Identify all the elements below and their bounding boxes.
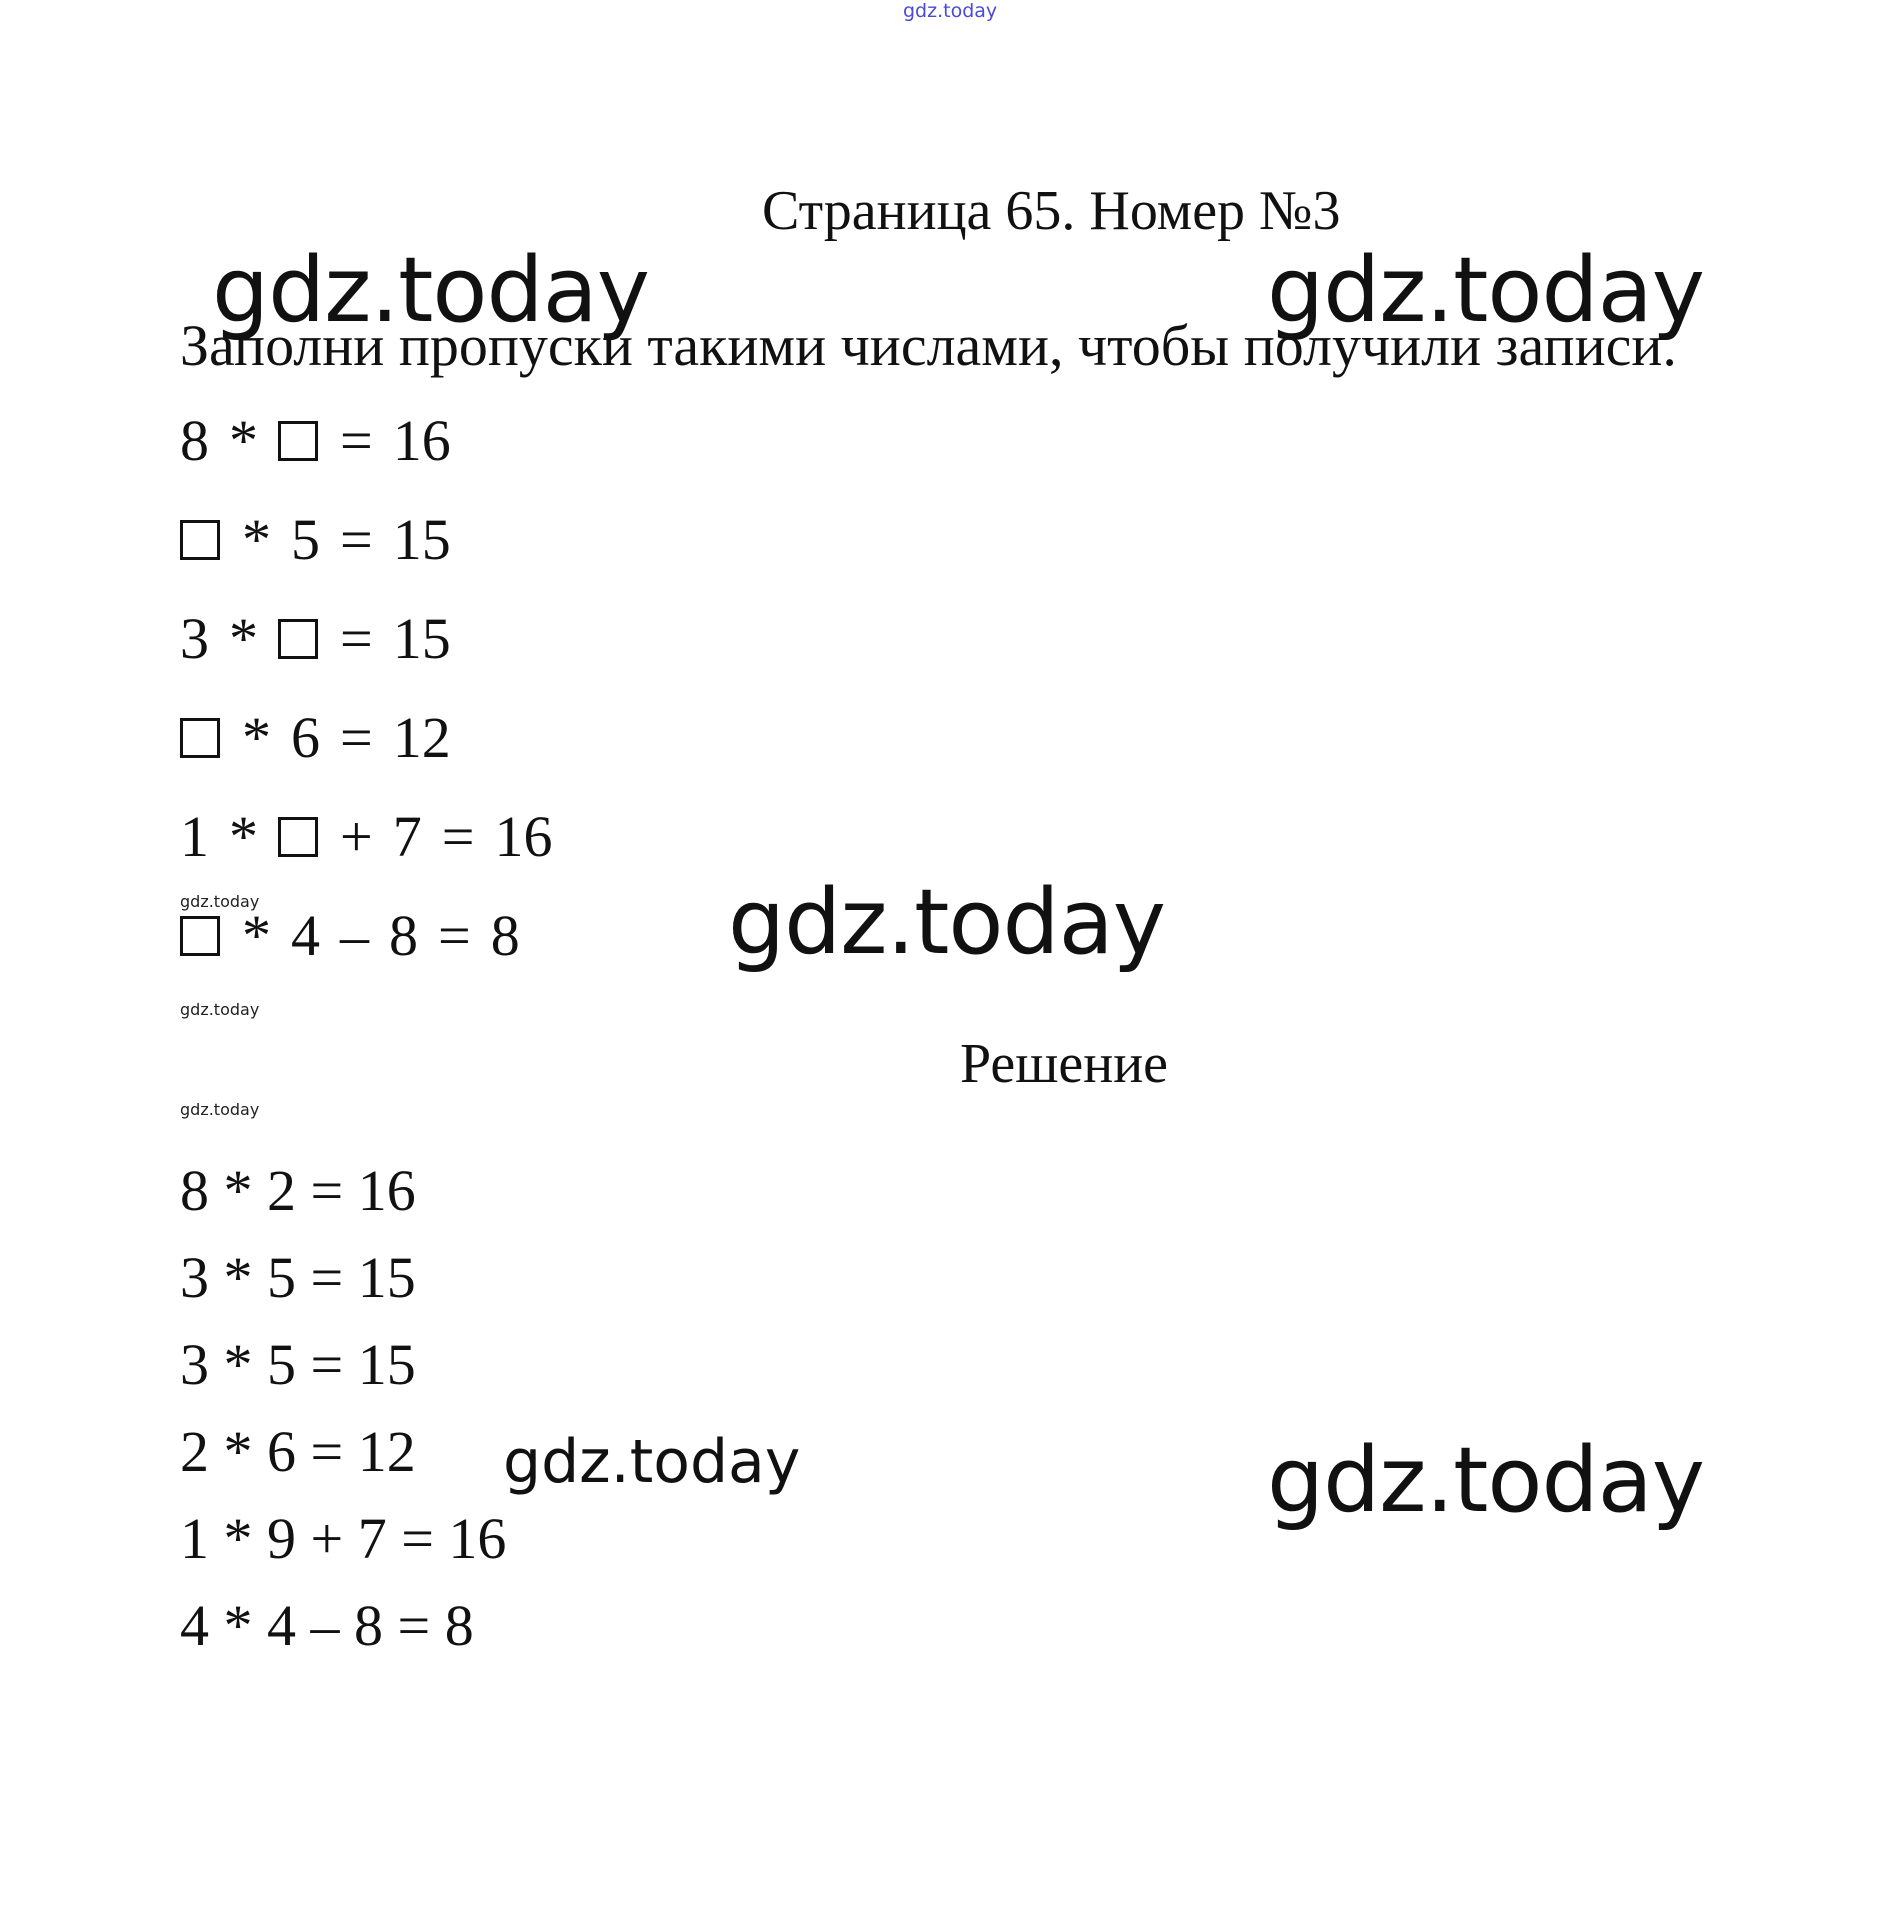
task-text: Заполни пропуски такими числами, чтобы получили записи.: [180, 313, 1677, 378]
blank-box: [180, 520, 220, 560]
equation-term: 16: [494, 804, 553, 869]
equation-term: =: [340, 507, 373, 572]
solution-line: 2 * 6 = 12: [180, 1419, 416, 1484]
watermark-top: gdz.today: [903, 0, 998, 22]
solution-line: 8 * 2 = 16: [180, 1158, 416, 1223]
page-title: Страница 65. Номер №3: [762, 180, 1341, 242]
equation-term: 5: [291, 507, 320, 572]
exercise-equation: [180, 705, 451, 770]
exercise-equation: [180, 408, 451, 473]
equation-term: 15: [392, 507, 451, 572]
equation-term: 15: [392, 606, 451, 671]
blank-box: [180, 916, 220, 956]
solution-line: 4 * 4 – 8 = 8: [180, 1593, 474, 1658]
exercise-equation: [180, 804, 553, 869]
equation-term: 4: [291, 903, 320, 968]
watermark-small: gdz.today: [180, 1100, 260, 1119]
equation-term: *: [242, 903, 271, 968]
watermark-large: gdz.today: [728, 870, 1166, 975]
equation-term: *: [229, 804, 258, 869]
solution-line: 3 * 5 = 15: [180, 1332, 416, 1397]
equation-term: +: [340, 804, 373, 869]
equation-term: 8: [180, 408, 209, 473]
equation-term: 12: [392, 705, 451, 770]
equation-term: 3: [180, 606, 209, 671]
solution-heading: Решение: [960, 1033, 1169, 1095]
watermark-large: gdz.today: [212, 238, 650, 343]
equation-term: *: [242, 507, 271, 572]
equation-term: =: [340, 408, 373, 473]
equation-term: *: [242, 705, 271, 770]
equation-term: =: [340, 705, 373, 770]
equation-term: 6: [291, 705, 320, 770]
exercise-equation: [180, 903, 520, 968]
solution-line: 1 * 9 + 7 = 16: [180, 1506, 507, 1571]
watermark-small: gdz.today: [180, 1000, 260, 1019]
equation-term: =: [438, 903, 471, 968]
watermark-small: gdz.today: [180, 892, 260, 911]
blank-box: [278, 619, 318, 659]
equation-term: 1: [180, 804, 209, 869]
exercise-equation: [180, 606, 451, 671]
equation-term: =: [340, 606, 373, 671]
equation-term: *: [229, 606, 258, 671]
equation-term: 7: [392, 804, 422, 869]
equation-term: 8: [490, 903, 520, 968]
blank-box: [278, 817, 318, 857]
equation-term: 8: [389, 903, 418, 968]
watermark-medium: gdz.today: [503, 1427, 801, 1497]
exercise-equation: [180, 507, 451, 572]
equation-term: =: [441, 804, 475, 869]
watermark-large: gdz.today: [1267, 1428, 1705, 1533]
equation-term: –: [340, 903, 369, 968]
blank-box: [278, 421, 318, 461]
blank-box: [180, 718, 220, 758]
solution-line: 3 * 5 = 15: [180, 1245, 416, 1310]
watermark-large: gdz.today: [1267, 238, 1705, 343]
equation-term: *: [229, 408, 258, 473]
equation-term: 16: [392, 408, 451, 473]
